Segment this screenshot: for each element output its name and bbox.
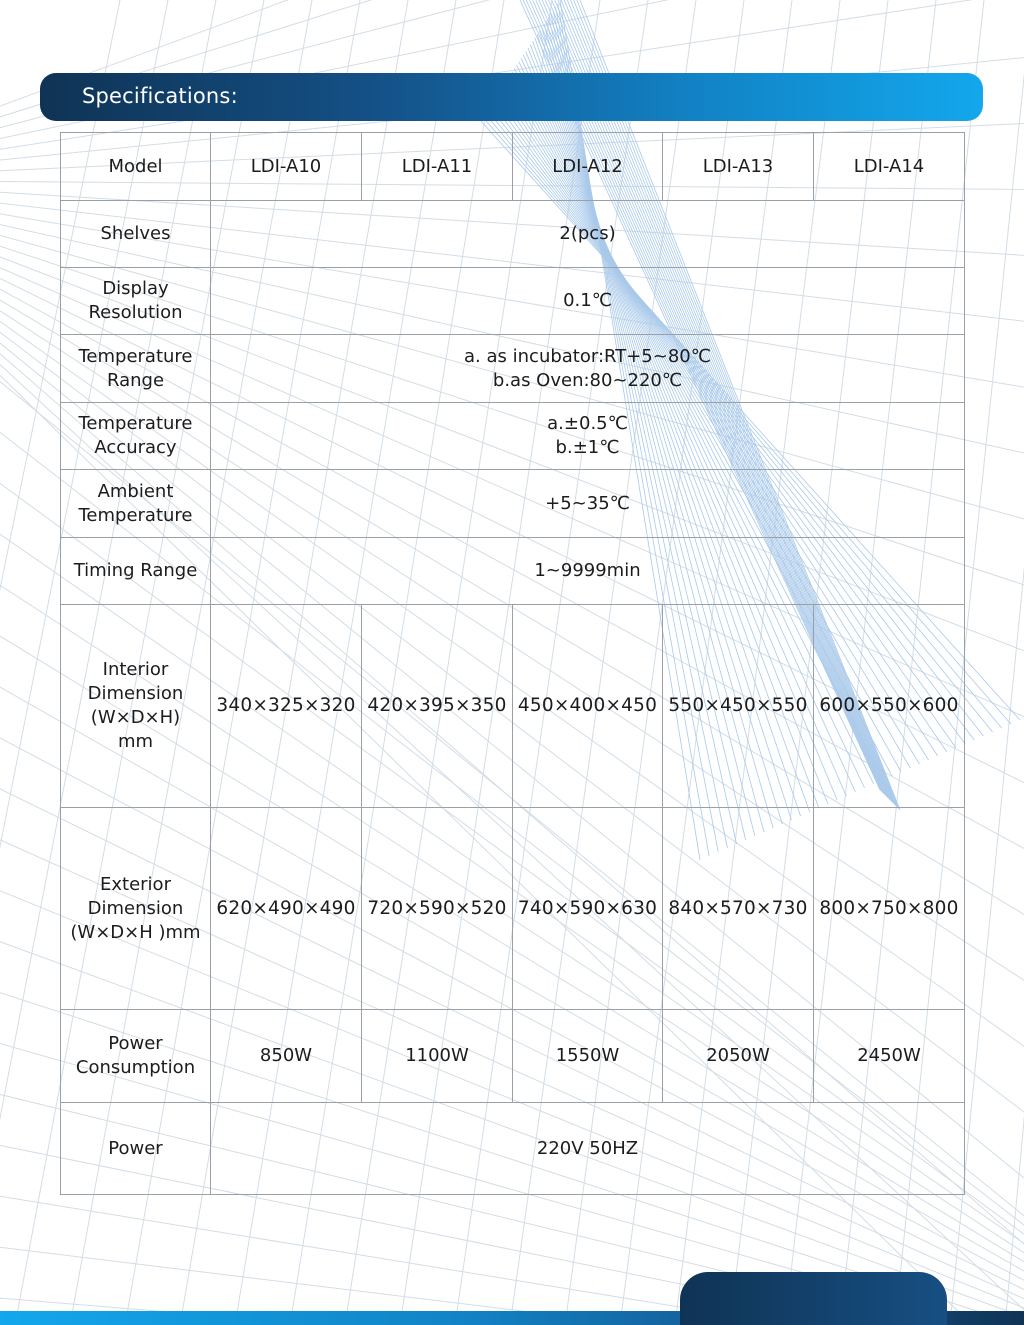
interior-dimension-cell: 420×395×350 bbox=[362, 605, 513, 808]
table-row-model bbox=[61, 133, 965, 201]
row-label-interior-dimension: Interior Dimension (W×D×H) mm bbox=[61, 605, 211, 808]
power-consumption-cell: 2450W bbox=[814, 1010, 965, 1103]
power-consumption-cell: 1550W bbox=[513, 1010, 663, 1103]
interior-dimension-cell: 550×450×550 bbox=[663, 605, 814, 808]
ambient-temperature-value: +5~35℃ bbox=[211, 470, 965, 538]
row-label-power-consumption: Power Consumption bbox=[61, 1010, 211, 1103]
model-cell: LDI-A10 bbox=[211, 133, 362, 201]
exterior-dimension-cell: 800×750×800 bbox=[814, 808, 965, 1010]
table-row-shelves bbox=[61, 201, 965, 268]
table-row-temperature-accuracy bbox=[61, 403, 965, 470]
table-row-interior-dimension bbox=[61, 605, 965, 808]
power-value: 220V 50HZ bbox=[211, 1103, 965, 1195]
exterior-dimension-cell: 840×570×730 bbox=[663, 808, 814, 1010]
exterior-dimension-cell: 720×590×520 bbox=[362, 808, 513, 1010]
row-label-model: Model bbox=[61, 133, 211, 201]
model-cell: LDI-A14 bbox=[814, 133, 965, 201]
shelves-value: 2(pcs) bbox=[211, 201, 965, 268]
section-title: Specifications: bbox=[82, 84, 238, 108]
table-row-exterior-dimension bbox=[61, 808, 965, 1010]
interior-dimension-cell: 450×400×450 bbox=[513, 605, 663, 808]
table-row-power bbox=[61, 1103, 965, 1195]
power-consumption-cell: 850W bbox=[211, 1010, 362, 1103]
temperature-range-value: a. as incubator:RT+5~80℃ b.as Oven:80~220℃ bbox=[211, 335, 965, 403]
row-label-exterior-dimension: Exterior Dimension (W×D×H )mm bbox=[61, 808, 211, 1010]
footer-tab bbox=[680, 1272, 947, 1325]
display-resolution-value: 0.1℃ bbox=[211, 268, 965, 335]
table-row-ambient-temperature bbox=[61, 470, 965, 538]
model-cell: LDI-A11 bbox=[362, 133, 513, 201]
row-label-power: Power bbox=[61, 1103, 211, 1195]
row-label-timing-range: Timing Range bbox=[61, 538, 211, 605]
table-row-power-consumption bbox=[61, 1010, 965, 1103]
power-consumption-cell: 1100W bbox=[362, 1010, 513, 1103]
row-label-display-resolution: Display Resolution bbox=[61, 268, 211, 335]
row-label-temperature-accuracy: Temperature Accuracy bbox=[61, 403, 211, 470]
model-cell: LDI-A12 bbox=[513, 133, 663, 201]
interior-dimension-cell: 340×325×320 bbox=[211, 605, 362, 808]
model-cell: LDI-A13 bbox=[663, 133, 814, 201]
interior-dimension-cell: 600×550×600 bbox=[814, 605, 965, 808]
timing-range-value: 1~9999min bbox=[211, 538, 965, 605]
table-row-temperature-range bbox=[61, 335, 965, 403]
exterior-dimension-cell: 620×490×490 bbox=[211, 808, 362, 1010]
temperature-accuracy-value: a.±0.5℃ b.±1℃ bbox=[211, 403, 965, 470]
power-consumption-cell: 2050W bbox=[663, 1010, 814, 1103]
row-label-ambient-temperature: Ambient Temperature bbox=[61, 470, 211, 538]
row-label-temperature-range: Temperature Range bbox=[61, 335, 211, 403]
exterior-dimension-cell: 740×590×630 bbox=[513, 808, 663, 1010]
specifications-header-bar bbox=[40, 73, 983, 121]
table-row-timing-range bbox=[61, 538, 965, 605]
specifications-table bbox=[60, 132, 965, 1195]
table-row-display-resolution bbox=[61, 268, 965, 335]
row-label-shelves: Shelves bbox=[61, 201, 211, 268]
